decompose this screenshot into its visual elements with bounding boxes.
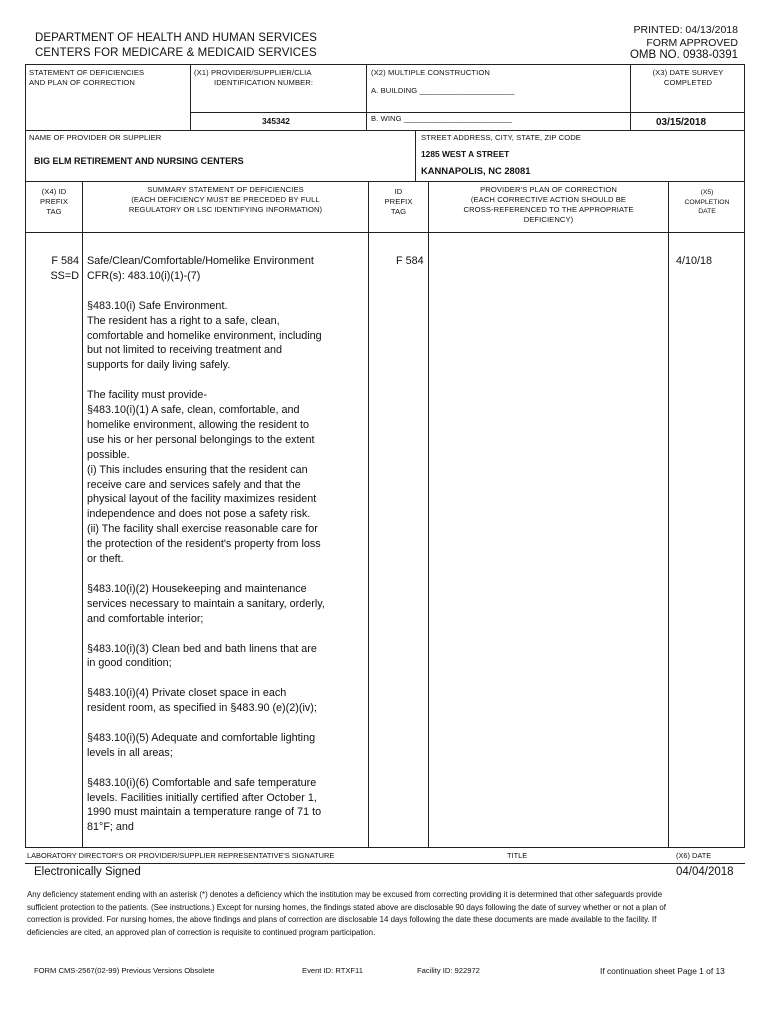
x1-label: (X1) PROVIDER/SUPPLIER/CLIA IDENTIFICATION NUMBER: <box>194 68 314 87</box>
x3-label: (X3) DATE SURVEY COMPLETED <box>652 68 724 87</box>
form-number: FORM CMS-2567(02-99) Previous Versions Obsolete <box>34 966 215 975</box>
divider <box>25 863 745 864</box>
divider <box>190 64 191 130</box>
provider-name-value: BIG ELM RETIREMENT AND NURSING CENTERS <box>34 156 244 166</box>
id-column-header: ID PREFIX TAG <box>384 187 413 216</box>
deficiency-paragraph: §483.10(i) Safe Environment. The resident has a right to a safe, clean, comfortable and homelike environment, including but not limited to receiving treatment and supports for daily living safely. <box>87 299 322 372</box>
deficiency-paragraph: §483.10(i)(4) Private closet space in each resident room, as specified in §483.90 (e)(2)(iv); <box>87 687 317 715</box>
divider <box>25 232 745 233</box>
agency-name-line1: DEPARTMENT OF HEALTH AND HUMAN SERVICES <box>35 32 318 44</box>
title-label: TITLE <box>507 851 528 860</box>
plan-column-header: PROVIDER'S PLAN OF CORRECTION (EACH CORRECTIVE ACTION SHOULD BE CROSS-REFERENCED TO THE APPROPRIATE DEFICIENCY) <box>463 185 634 224</box>
divider <box>366 64 367 130</box>
deficiency-paragraph: The facility must provide- §483.10(i)(1) A safe, clean, comfortable, and homelike environment, allowing the resident to use his or her personal belongings to the extent possible. (i) This includes ensuring that the resident can receive care and services safely and that the physical layout of the facility maximizes resident independence and does not pose a safety risk. (ii) The facility shall exercise reasonable care for the protection of the resident's property from loss or theft. <box>87 389 321 566</box>
divider <box>82 181 83 848</box>
divider <box>368 181 369 848</box>
city-value: KANNAPOLIS, NC 28081 <box>421 165 531 176</box>
divider <box>415 130 416 181</box>
deficiency-summary <box>87 254 365 850</box>
signature-date-value: 04/04/2018 <box>676 866 734 878</box>
omb-number: OMB NO. 0938-0391 <box>629 49 738 61</box>
x6-date-label: (X6) DATE <box>676 851 712 860</box>
statement-label: STATEMENT OF DEFICIENCIES AND PLAN OF CORRECTION <box>29 68 145 87</box>
signature-value: Electronically Signed <box>34 866 141 878</box>
divider <box>190 112 366 113</box>
signature-label: LABORATORY DIRECTOR'S OR PROVIDER/SUPPLIER REPRESENTATIVE'S SIGNATURE <box>27 851 335 860</box>
plan-tag: F 584 <box>396 255 424 267</box>
provider-id-value: 345342 <box>262 116 290 126</box>
facility-id: Facility ID: 922972 <box>417 966 480 975</box>
deficiency-tag: F 584 SS=D <box>50 255 79 282</box>
divider <box>630 64 631 130</box>
deficiency-title: Safe/Clean/Comfortable/Homelike Environment <box>87 255 314 267</box>
form-status-header <box>630 24 738 62</box>
divider <box>25 181 745 182</box>
divider <box>668 181 669 848</box>
divider <box>428 181 429 848</box>
x2-label: (X2) MULTIPLE CONSTRUCTION <box>371 68 490 77</box>
x4-column-header: (X4) ID PREFIX TAG <box>39 187 69 216</box>
street-value: 1285 WEST A STREET <box>421 149 510 159</box>
x5-column-header: (X5) COMPLETION DATE <box>684 189 730 215</box>
disclaimer-text: Any deficiency statement ending with an asterisk (*) denotes a deficiency which the institution may be excused from correcting providing it is determined that other safeguards provide sufficient protection to the patients. (See instructions.) Except for nursing homes, the findings stated above are disclosable 90 days following the date of survey whether or not a plan of correction is provided. For nursing homes, the above findings and plans of correction are disclosable 14 days following the date these documents are made available to the facility. If deficiencies are cited, an approved plan of correction is requisite to continued program participation. <box>27 890 666 938</box>
divider <box>25 130 745 131</box>
continuation-page-info: If continuation sheet Page 1 of 13 <box>600 966 725 976</box>
deficiency-paragraph: §483.10(i)(3) Clean bed and bath linens that are in good condition; <box>87 642 317 670</box>
divider <box>366 112 630 113</box>
building-label: A. BUILDING ______________________ <box>371 86 515 95</box>
printed-date: PRINTED: 04/13/2018 <box>633 24 738 36</box>
completion-date: 4/10/18 <box>676 255 713 267</box>
survey-date-value: 03/15/2018 <box>656 117 707 128</box>
event-id: Event ID: RTXF11 <box>302 966 363 975</box>
address-label: STREET ADDRESS, CITY, STATE, ZIP CODE <box>421 133 581 142</box>
deficiency-cfr: CFR(s): 483.10(i)(1)-(7) <box>87 269 201 282</box>
summary-column-header: SUMMARY STATEMENT OF DEFICIENCIES (EACH DEFICIENCY MUST BE PRECEDED BY FULL REGULATORY OR LSC IDENTIFYING INFORMATION) <box>128 185 323 214</box>
deficiency-paragraphs <box>87 299 365 836</box>
agency-header <box>35 31 317 61</box>
wing-label: B. WING _________________________ <box>371 114 512 123</box>
provider-name-label: NAME OF PROVIDER OR SUPPLIER <box>29 133 162 142</box>
divider <box>630 112 745 113</box>
form-approved-label: FORM APPROVED <box>646 36 738 49</box>
deficiency-paragraph: §483.10(i)(2) Housekeeping and maintenance services necessary to maintain a sanitary, orderly, and comfortable interior; <box>87 582 325 625</box>
agency-name-line2: CENTERS FOR MEDICARE & MEDICAID SERVICES <box>35 47 317 59</box>
deficiency-paragraph: §483.10(i)(5) Adequate and comfortable lighting levels in all areas; <box>87 731 316 759</box>
deficiency-paragraph: §483.10(i)(6) Comfortable and safe temperature levels. Facilities initially certified after October 1, 1990 must maintain a temperature range of 71 to 81°F; and <box>87 776 322 834</box>
